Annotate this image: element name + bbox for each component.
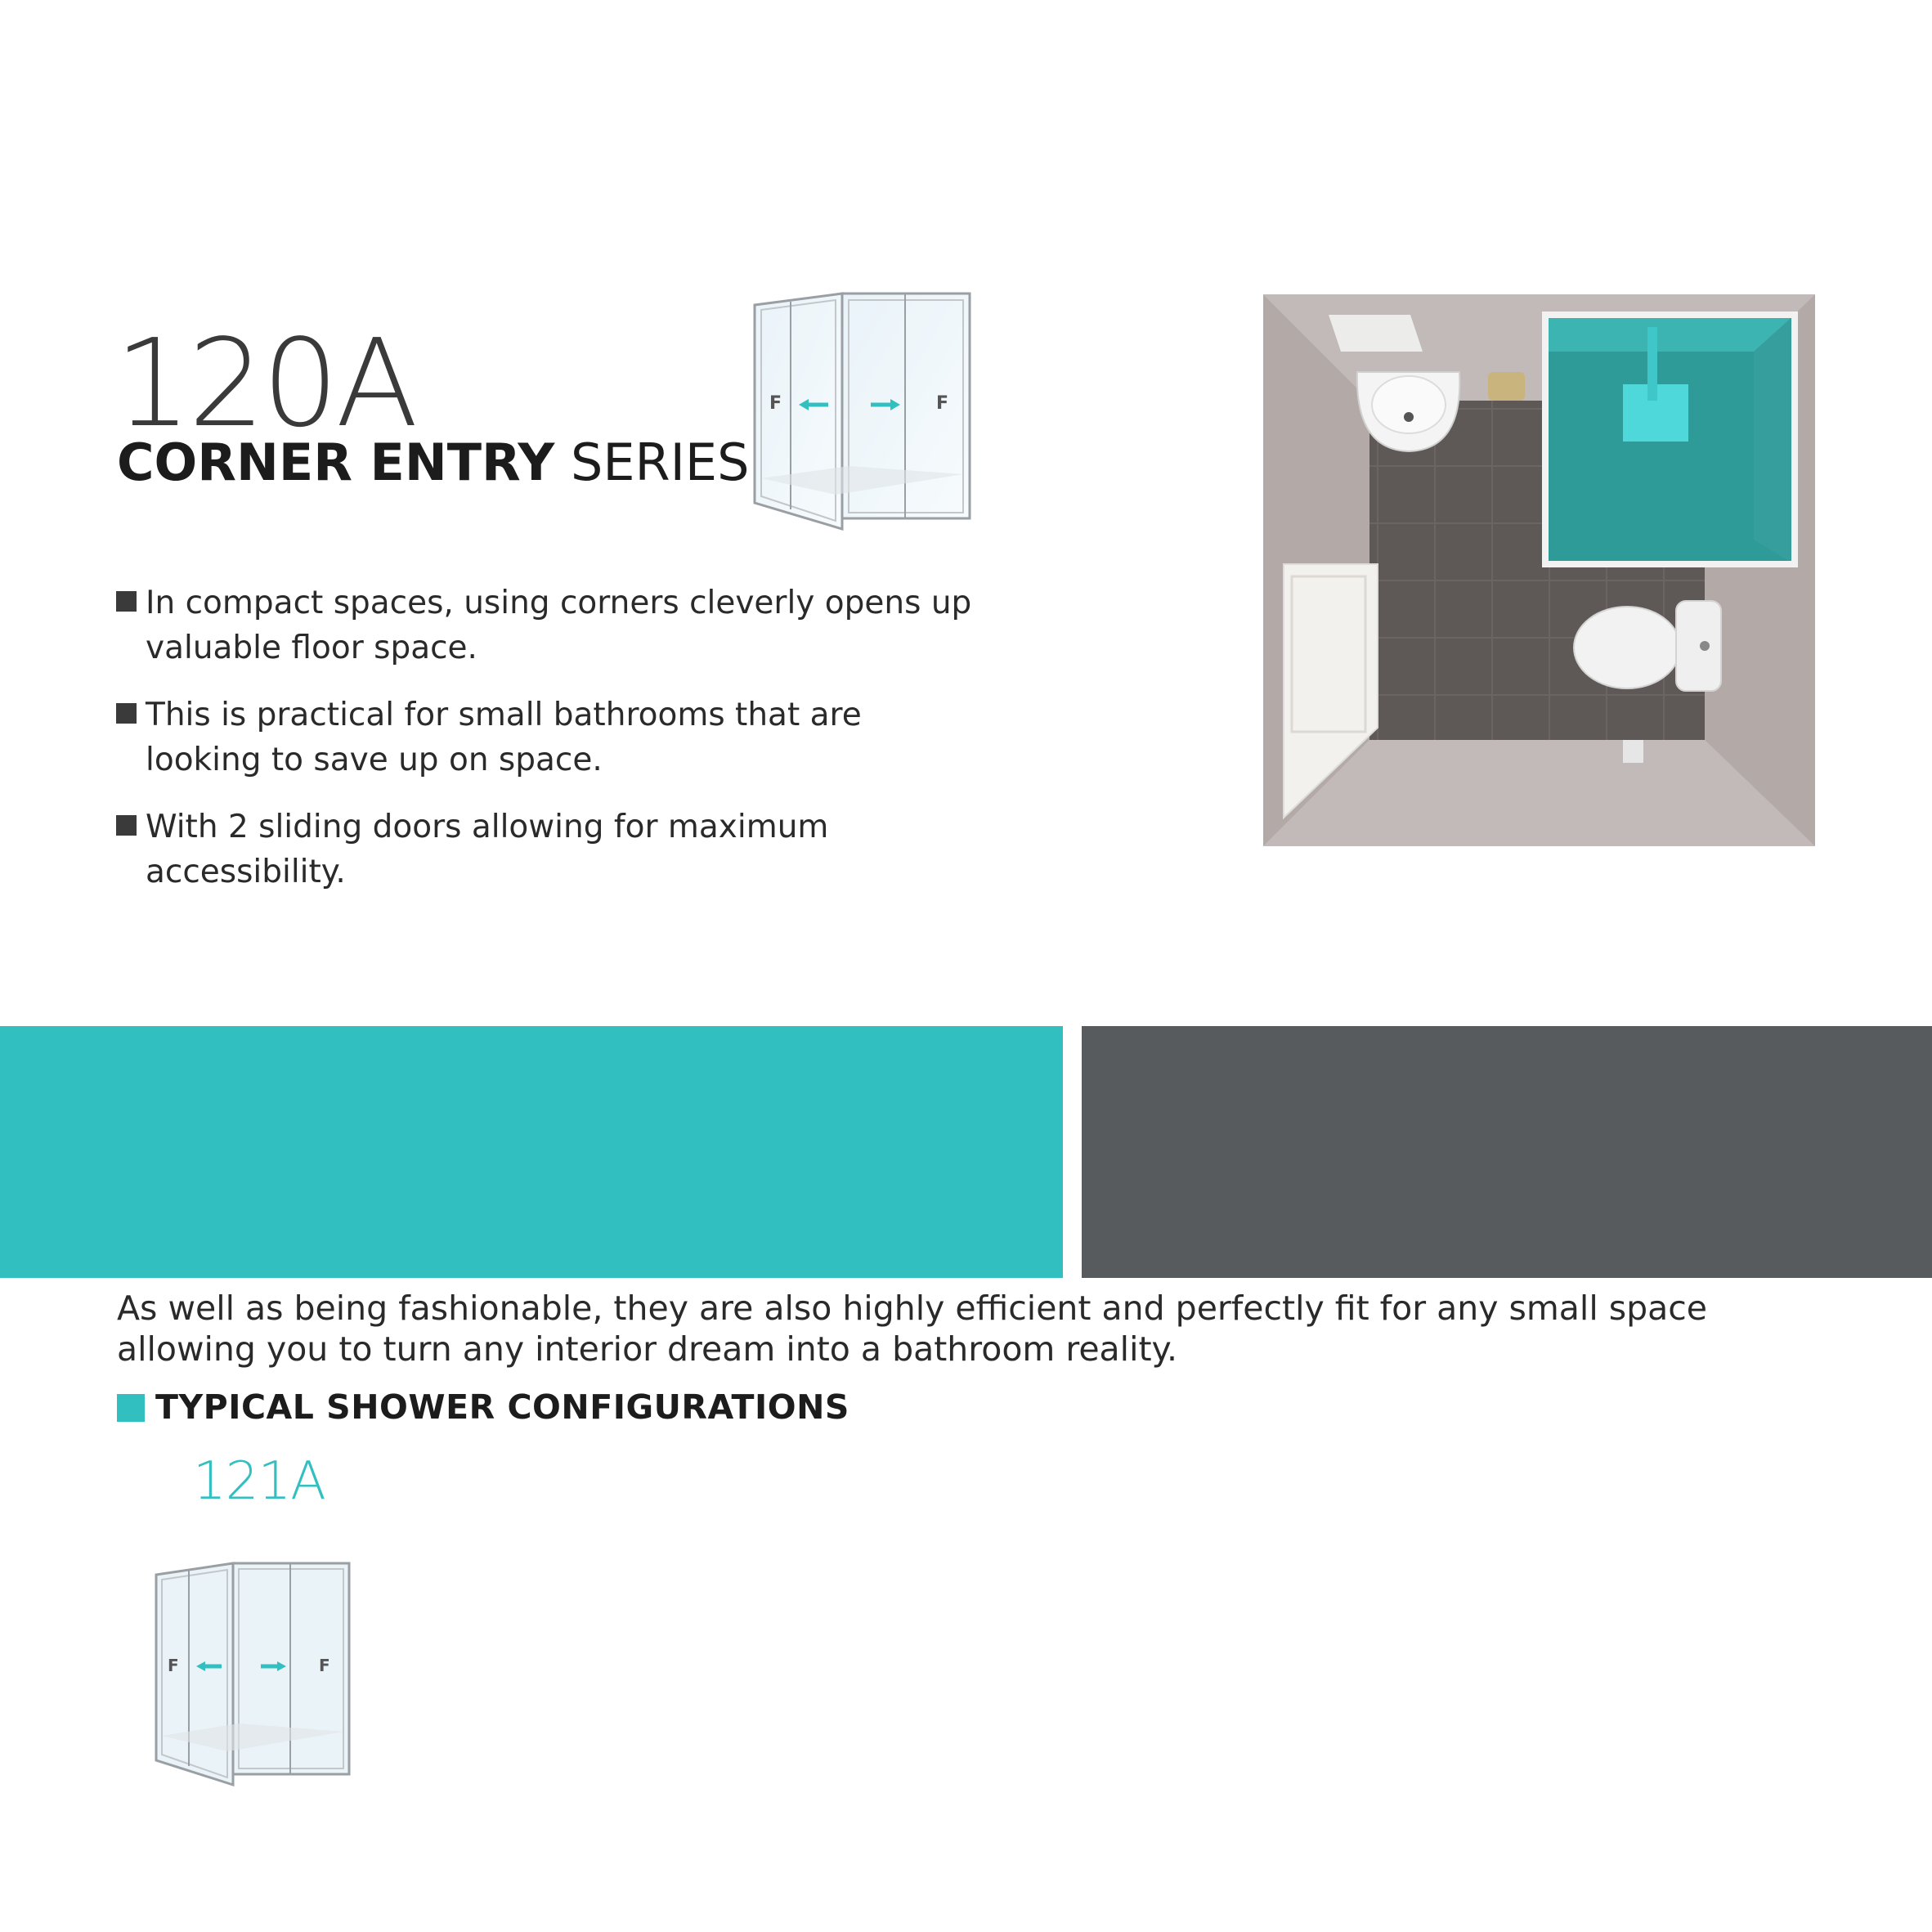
intro-paragraph: As well as being fashionable, they are also highly efficient and perfectly fit for any small space allowing you to turn any interior dream into a bathroom reality. <box>117 1289 1708 1369</box>
bullet-square-icon <box>116 815 137 836</box>
feature-item <box>114 805 973 894</box>
configuration-code: 121A <box>193 1451 325 1512</box>
feature-text: With 2 sliding doors allowing for maximum accessibility. <box>146 809 829 890</box>
fixed-label: F <box>769 393 782 414</box>
series-title-bold: CORNER ENTRY <box>117 433 555 492</box>
feature-text: This is practical for small bathrooms that are looking to save up on space. <box>146 697 862 778</box>
feature-text: In compact spaces, using corners cleverly opens up valuable floor space. <box>146 585 972 666</box>
grey-banner <box>1082 1026 1932 1278</box>
feature-list <box>114 580 973 917</box>
fixed-label: F <box>168 1656 179 1675</box>
fixed-label: F <box>936 393 949 414</box>
teal-banner <box>0 1026 1063 1278</box>
model-code: 120A <box>114 313 415 454</box>
fixed-label: F <box>319 1656 330 1675</box>
bullet-square-icon <box>116 591 137 612</box>
series-title <box>117 433 750 492</box>
configurations-title: TYPICAL SHOWER CONFIGURATIONS <box>155 1387 849 1427</box>
bathroom-floorplan-image <box>1263 294 1815 846</box>
feature-item <box>114 693 973 782</box>
section-square-icon <box>117 1394 145 1422</box>
feature-item <box>114 580 973 670</box>
bullet-square-icon <box>116 703 137 724</box>
series-title-light: SERIES <box>571 433 750 492</box>
shower-diagram-121a <box>151 1560 356 1789</box>
shower-diagram-120a <box>748 290 977 536</box>
